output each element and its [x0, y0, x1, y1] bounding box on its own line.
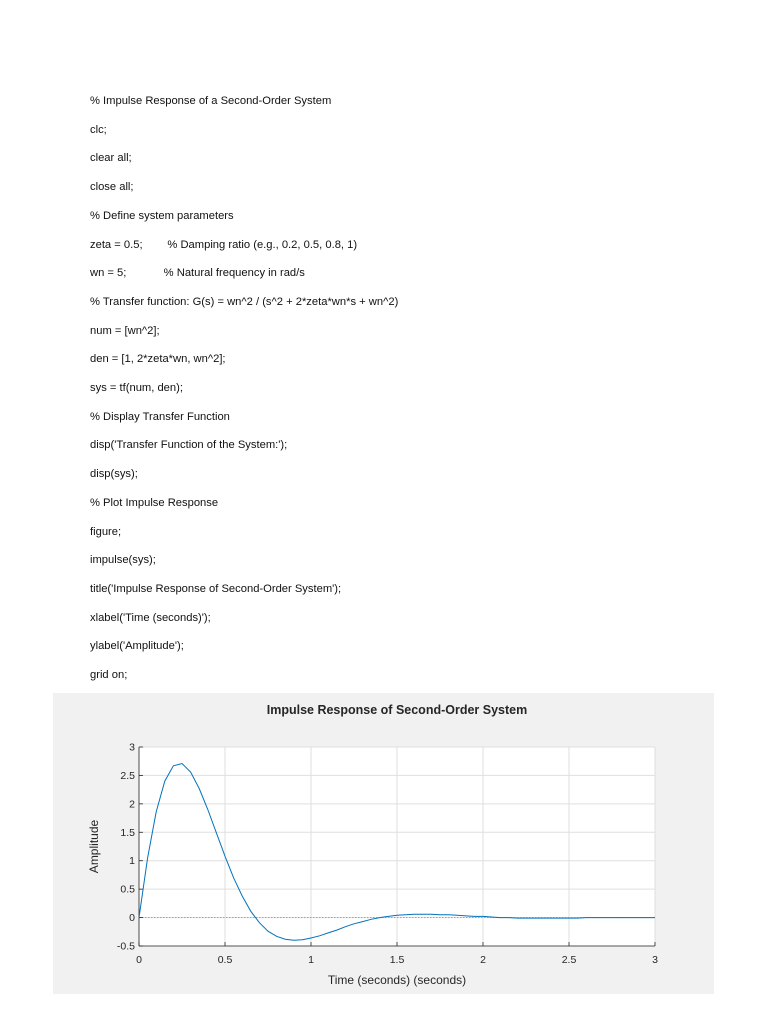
code-line: grid on;: [90, 669, 128, 681]
y-tick-label: -0.5: [116, 940, 135, 953]
y-tick-label: 0.5: [120, 883, 135, 896]
code-line: % Transfer function: G(s) = wn^2 / (s^2 + 2*zeta*wn*s + wn^2): [90, 295, 399, 308]
code-line: ylabel('Amplitude');: [90, 640, 184, 653]
code-line: sys = tf(num, den);: [90, 382, 183, 394]
y-tick-label: 0: [129, 912, 135, 925]
y-tick-label: 2: [129, 798, 135, 811]
y-tick-label: 1: [129, 855, 135, 868]
code-line: figure;: [90, 525, 122, 538]
code-line: impulse(sys);: [90, 554, 156, 567]
code-line: zeta = 0.5; % Damping ratio (e.g., 0.2, 0.5, 0.8, 1): [90, 238, 358, 251]
code-line: xlabel('Time (seconds)');: [90, 611, 211, 624]
x-tick-label: 2.5: [561, 954, 577, 966]
y-tick-label: 2.5: [120, 769, 135, 782]
x-tick-label: 0: [136, 954, 142, 966]
x-tick-label: 1.5: [389, 954, 405, 966]
x-tick-label: 1: [308, 954, 314, 966]
code-line: close all;: [90, 181, 134, 194]
code-line: % Plot Impulse Response: [90, 496, 219, 509]
code-line: num = [wn^2];: [90, 324, 160, 337]
x-tick-label: 3: [652, 954, 658, 966]
chart-title: Impulse Response of Second-Order System: [266, 703, 528, 717]
x-tick-label: 2: [480, 954, 486, 966]
code-line: % Display Transfer Function: [90, 410, 230, 423]
code-line: clear all;: [90, 152, 132, 165]
code-line: title('Impulse Response of Second-Order System');: [90, 582, 342, 595]
code-line: disp('Transfer Function of the System:');: [90, 439, 288, 452]
y-tick-label: 1.5: [120, 826, 135, 839]
x-tick-label: 0.5: [217, 954, 233, 966]
code-line: % Impulse Response of a Second-Order System: [90, 95, 332, 107]
code-line: disp(sys);: [90, 468, 138, 481]
x-axis-label: Time (seconds) (seconds): [327, 973, 467, 987]
impulse-response-figure: [53, 693, 714, 994]
code-line: clc;: [90, 123, 107, 136]
y-axis-label: Amplitude: [87, 819, 101, 874]
code-line: wn = 5; % Natural frequency in rad/s: [90, 267, 305, 280]
code-line: % Define system parameters: [90, 209, 234, 222]
code-line: den = [1, 2*zeta*wn, wn^2];: [90, 353, 226, 366]
impulse-response-chart: [53, 693, 714, 994]
y-tick-label: 3: [129, 741, 135, 754]
